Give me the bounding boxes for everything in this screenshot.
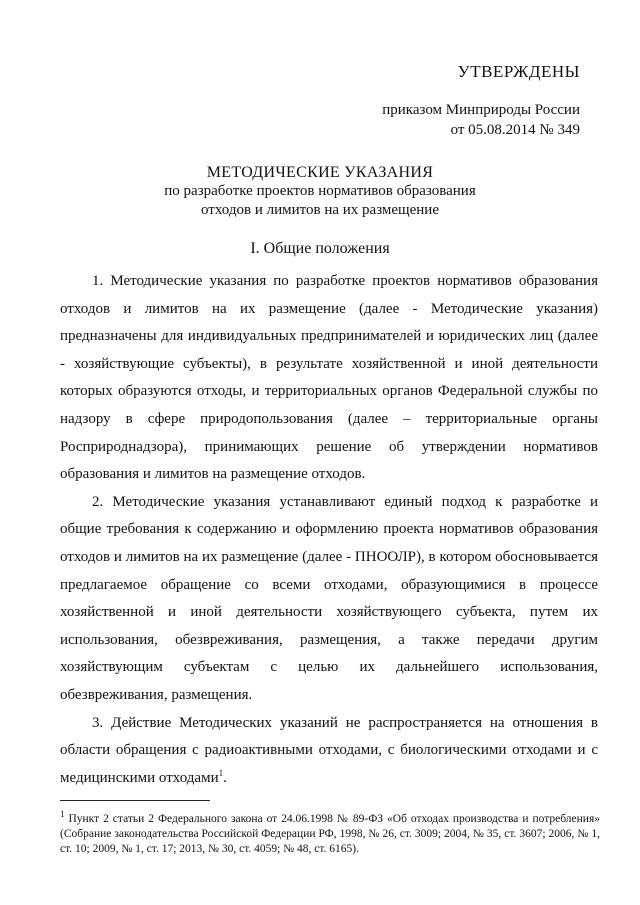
paragraph-3-text: 3. Действие Методических указаний не распространяется на отношения в области обращения с радиоактивными отходами, с биологическими отходами и с медицинскими отходами [60, 714, 598, 786]
footnote-text: Пункт 2 статьи 2 Федерального закона от 24.06.1998 № 89-ФЗ «Об отходах производства и потребления» (Собрание законодательства Российской Федерации РФ, 1998, № 26, ст. 3009; 2004, № 35, ст. 3607; 2006, № 1, ст. 10; 2009, № 1, ст. 17; 2013, № 30, ст. 4059; № 48, ст. 6165). [60, 813, 600, 855]
paragraph-2: 2. Методические указания устанавливают единый подход к разработке и общие требования к содержанию и оформлению проекта нормативов образования отходов и лимитов на их размещение (далее - ПНООЛР), в котором обосновывается предлагаемое обращение со всеми отходами, образующимися в процессе хозяйственной и иной деятельности хозяйствующего субъекта, путем их использования, обезвреживания, размещения, а также передачи другим хозяйствующим субъектам с целью их дальнейшего использования, обезвреживания, размещения. [60, 493, 598, 703]
footnote-marker: 1 [60, 809, 65, 820]
footnote-divider [60, 800, 210, 801]
order-reference [382, 100, 580, 140]
section-heading: I. Общие положения [250, 240, 390, 257]
footnote [60, 809, 600, 857]
title-subtitle-line2: отходов и лимитов на их размещение [201, 202, 439, 218]
order-line-ministry: приказом Минприроды России [382, 102, 580, 118]
footnote-reference[interactable]: 1 [218, 767, 224, 778]
approval-stamp: УТВЕРЖДЕНЫ [457, 62, 580, 81]
order-line-date-number: от 05.08.2014 № 349 [450, 122, 580, 138]
title-main: МЕТОДИЧЕСКИЕ УКАЗАНИЯ [206, 164, 434, 181]
title-subtitle-line1: по разработке проектов нормативов образования [164, 183, 476, 199]
paragraph-1: 1. Методические указания по разработке проектов нормативов образования отходов и лимитов на их размещение (далее - Методические указания) предназначены для индивидуальных предпринимателей и юридических лиц (далее - хозяйствующие субъекты), в результате хозяйственной и иной деятельности которых образуются отходы, и территориальных органов Федеральной службы по надзору в сфере природопользования (далее – территориальные органы Росприроднадзора), принимающих решение об утверждении нормативов образования и лимитов на размещение отходов. [60, 273, 598, 483]
document-title [0, 163, 640, 220]
paragraph-3: 3. Действие Методических указаний не распространяется на отношения в области обращения с радиоактивными отходами, с биологическими отходами и с медицинскими отходами$^1$. [60, 714, 598, 786]
body-text [60, 268, 598, 792]
